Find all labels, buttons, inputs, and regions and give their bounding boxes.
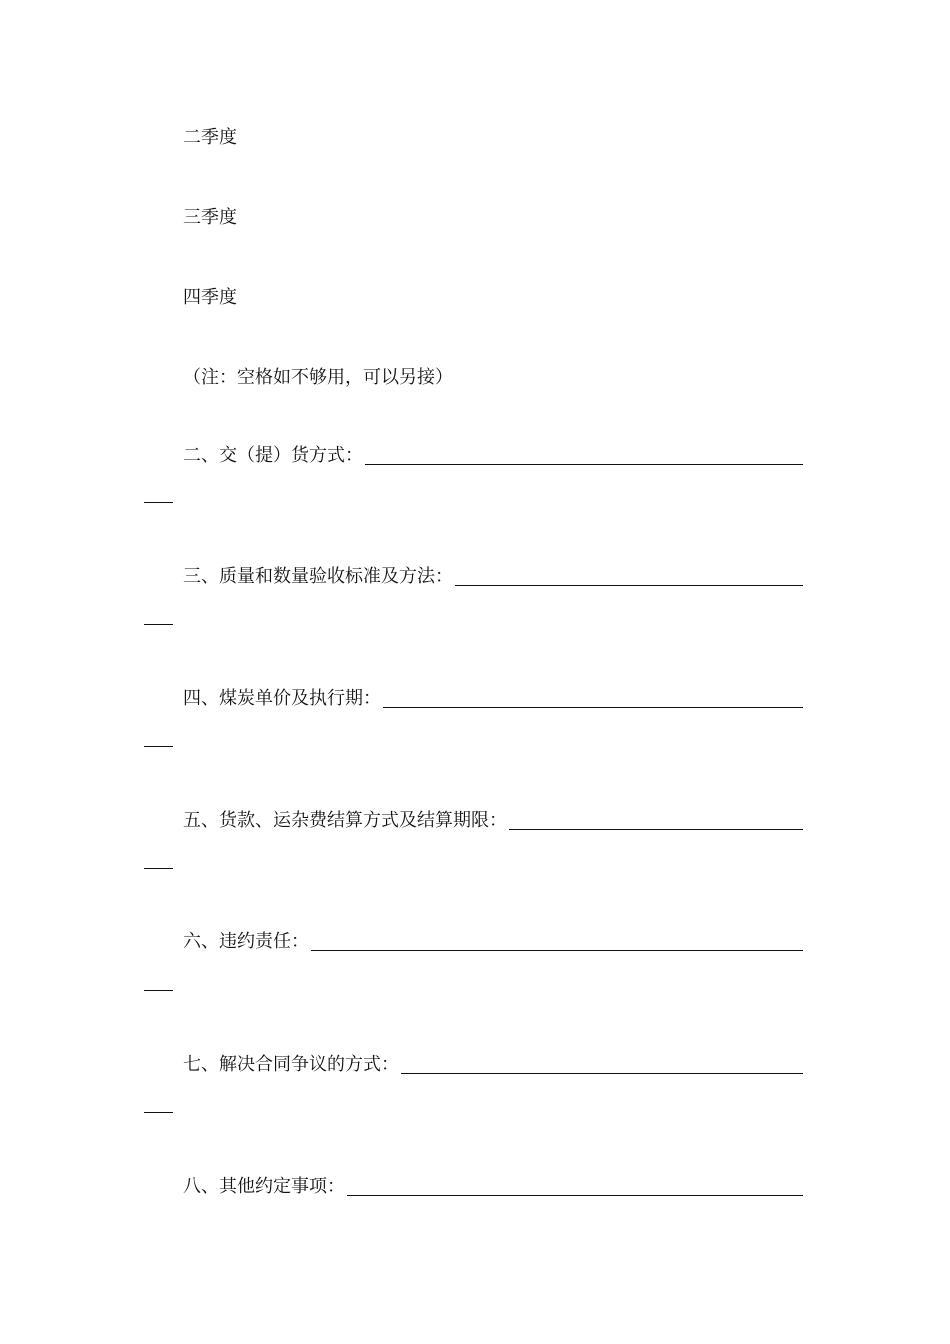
fill-in-line[interactable] <box>347 1173 803 1196</box>
fill-in-line-continuation[interactable] <box>144 624 173 625</box>
fill-in-line-continuation[interactable] <box>144 990 173 991</box>
fill-in-line[interactable] <box>383 685 803 708</box>
clause-quality-quantity-acceptance <box>183 563 803 589</box>
quarter-2-label: 二季度 <box>183 127 237 148</box>
fill-in-line[interactable] <box>509 807 803 830</box>
quarter-4-label: 四季度 <box>183 287 237 308</box>
clause-breach-liability <box>183 928 803 954</box>
clause-coal-unit-price <box>183 685 803 711</box>
fill-in-line-continuation[interactable] <box>144 1112 173 1113</box>
fill-in-line[interactable] <box>401 1051 803 1074</box>
fill-in-line[interactable] <box>311 928 803 951</box>
clause-label: 四、煤炭单价及执行期： <box>183 688 381 709</box>
fill-in-line-continuation[interactable] <box>144 502 173 503</box>
quarter-3-label: 三季度 <box>183 207 237 228</box>
fill-in-line-continuation[interactable] <box>144 868 173 869</box>
note-text: （注：空格如不够用，可以另接） <box>183 367 453 388</box>
clause-label: 二、交（提）货方式： <box>183 445 363 466</box>
clause-delivery-method <box>183 442 803 468</box>
clause-other-matters <box>183 1173 803 1199</box>
clause-dispute-resolution <box>183 1051 803 1077</box>
clause-label: 三、质量和数量验收标准及方法： <box>183 566 453 587</box>
clause-label: 五、货款、运杂费结算方式及结算期限： <box>183 810 507 831</box>
clause-label: 七、解决合同争议的方式： <box>183 1054 399 1075</box>
clause-label: 八、其他约定事项： <box>183 1176 345 1197</box>
fill-in-line[interactable] <box>365 442 803 465</box>
clause-payment-settlement <box>183 807 803 833</box>
fill-in-line[interactable] <box>455 563 803 586</box>
fill-in-line-continuation[interactable] <box>144 746 173 747</box>
clause-label: 六、违约责任： <box>183 931 309 952</box>
